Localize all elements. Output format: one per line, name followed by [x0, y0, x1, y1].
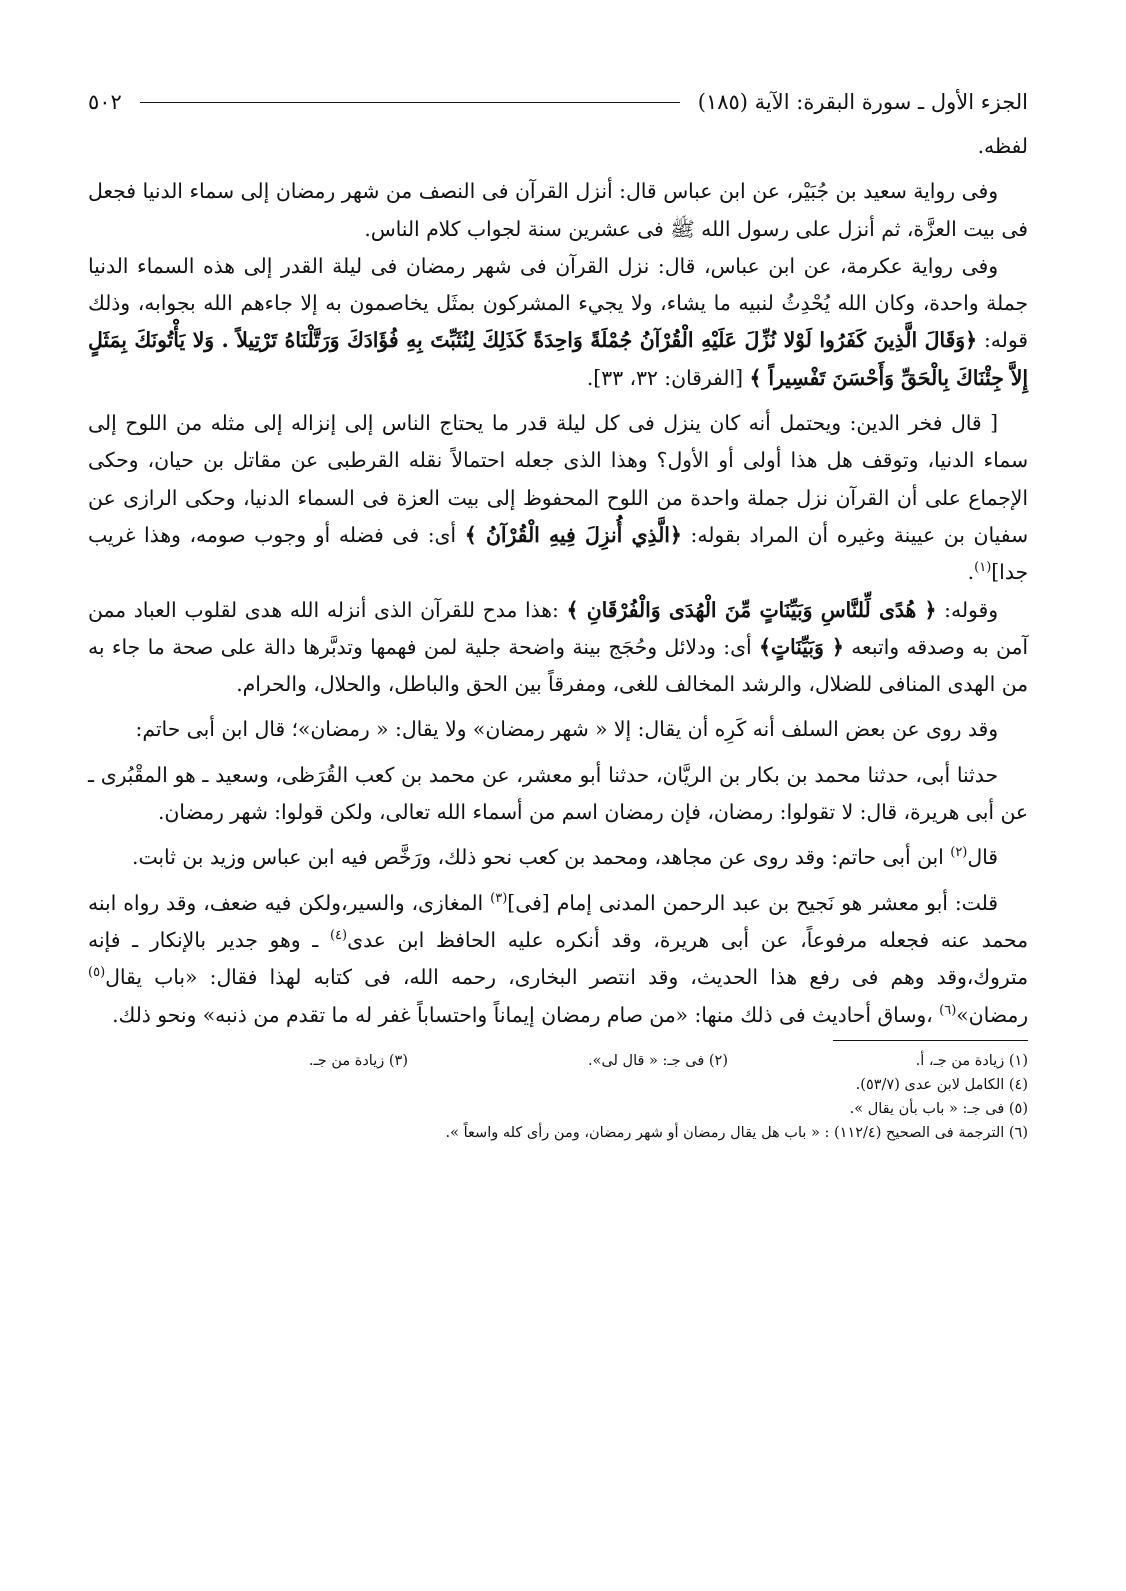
footnote-separator — [833, 1040, 1028, 1041]
quran-verse: ﴿وَقَالَ الَّذِينَ كَفَرُوا لَوْلا نُزِّلَ عَلَيْهِ الْقُرْآنُ جُمْلَةً وَاحِدَةً كَذَلِكَ لِنُثَبِّتَ بِهِ فُؤَادَكَ وَرَتَّلْنَاهُ تَرْتِيلاً . وَلا يَأْتُونَكَ بِمَثَلٍ إِلاَّ جِئْنَاكَ بِالْحَقِّ وَأَحْسَنَ تَفْسِيراً ﴾ — [88, 328, 1028, 390]
footnote-6: (٦) الترجمة فى الصحيح (١١٢/٤) : « باب هل يقال رمضان أو شهر رمضان، ومن رأى كله واسعاً ». — [445, 1124, 1028, 1141]
book-page — [88, 82, 1028, 1562]
header-rule — [140, 102, 680, 103]
running-title: الجزء الأول ـ سورة البقرة: الآية (١٨٥) — [697, 90, 1028, 114]
footnote-4: (٤) الكامل لابن عدى (٥٣/٧). — [855, 1076, 1028, 1093]
footnote-3: (٣) زيادة من جـ. — [308, 1052, 408, 1069]
quran-verse: ﴿ هُدًى لِّلنَّاسِ وَبَيِّنَاتٍ مِّنَ الْهُدَى وَالْفُرْقَانِ ﴾ — [566, 597, 937, 622]
running-header — [88, 82, 1028, 122]
quran-verse: ﴿ وَبَيِّنَاتٍ﴾ — [759, 634, 844, 659]
paragraph: قلت: أبو معشر هو نَجيح بن عبد الرحمن المدنى إمام [فى]$^{(٣)}$ المغازى، والسير،ولكن فيه ضعف، وقد رواه ابنه محمد عنه فجعله مرفوعاً، عن أبى هريرة، وقد أنكره عليه الحافظ ابن عدى$^{(٤)}$ ـ وهو جدير بالإنكار ـ فإنه متروك،وقد وهم فى رفع هذا الحديث، وقد انتصر البخارى، رحمه الله، فى كتابه لهذا فقال: «باب يقال$^{(٥)}$ رمضان»$^{(٦)}$ ،وساق أحاديث فى ذلك منها: «من صام رمضان إيماناً واحتساباً غفر له ما تقدم من ذنبه» ونحو ذلك. — [88, 890, 1028, 1027]
footnote-row — [88, 1049, 1028, 1073]
verse-reference: [الفرقان: ٣٢، ٣٣]. — [586, 365, 744, 390]
paragraph: قال$^{(٢)}$ ابن أبى حاتم: وقد روى عن مجاهد، ومحمد بن كعب نحو ذلك، ورَخَّص فيه ابن عباس وزيد بن ثابت. — [132, 845, 998, 870]
main-text — [88, 128, 1028, 1034]
paragraph: حدثنا أبى، حدثنا محمد بن بكار بن الريَّان، حدثنا أبو معشر، عن محمد بن كعب القُرَظى، وسعيد ـ هو المقْبُرى ـ عن أبى هريرة، قال: لا تقولوا: رمضان، فإن رمضان اسم من أسماء الله تعالى، ولكن قولوا: شهر رمضان. — [88, 762, 1028, 825]
footnote-5: (٥) فى جـ: « باب بأن يقال ». — [849, 1100, 1028, 1117]
footnote-row — [88, 1097, 1028, 1121]
paragraph: وقد روى عن بعض السلف أنه كَرِه أن يقال: إلا « شهر رمضان» ولا يقال: « رمضان»؛ قال ابن أبى حاتم: — [135, 717, 998, 742]
paragraph: [ قال فخر الدين: ويحتمل أنه كان ينزل فى كل ليلة قدر ما يحتاج الناس إلى إنزاله إلى مثله من اللوح إلى سماء الدنيا، وتوقف هل هذا أولى أو الأول؟ وهذا الذى جعله احتمالاً نقله القرطبى عن مقاتل بن حيان، وحكى الإجماع على أن القرآن نزل جملة واحدة من اللوح المحفوظ إلى بيت العزة فى السماء الدنيا، وحكى الرازى عن سفيان بن عيينة وغيره أن المراد بقوله: ﴿الَّذِي أُنزِلَ فِيهِ الْقُرْآنُ ﴾ أى: فى فضله أو وجوب صومه، وهذا غريب جدا]$^{(١)}$. — [88, 411, 1029, 585]
footnote-marker: (٣) — [490, 890, 508, 906]
paragraph: وفى رواية سعيد بن جُبَيْر، عن ابن عباس قال: أنزل القرآن فى النصف من شهر رمضان إلى سماء الدنيا فجعل فى بيت العزَّة، ثم أنزل على رسول الله ﷺ فى عشرين سنة لجواب كلام الناس. — [88, 179, 1028, 241]
footnote-2: (٢) فى جـ: « قال لى». — [587, 1052, 728, 1069]
footnote-1: (١) زيادة من جـ، أ. — [915, 1052, 1028, 1069]
paragraph: وقوله: ﴿ هُدًى لِّلنَّاسِ وَبَيِّنَاتٍ مِّنَ الْهُدَى وَالْفُرْقَانِ ﴾ :هذا مدح للقرآن الذى أنزله الله هدى لقلوب العباد ممن آمن به وصدقه واتبعه ﴿ وَبَيِّنَاتٍ﴾ أى: ودلائل وحُجَج بينة واضحة جلية لمن فهمها وتدبَّرها دالة على صحة ما جاء به من الهدى المنافى للضلال، والرشد المخالف للغى، ومفرقاً بين الحق والباطل، والحلال، والحرام. — [88, 597, 1028, 697]
footnotes — [88, 1049, 1028, 1145]
footnote-row — [88, 1073, 1028, 1097]
footnote-marker: (٦) — [939, 1002, 957, 1018]
paragraph: لفظه. — [977, 134, 1028, 158]
footnote-marker: (٤) — [329, 928, 348, 944]
page-number: ٥٠٢ — [88, 90, 122, 114]
footnote-marker: (٢) — [950, 845, 968, 861]
footnote-marker: (٥) — [88, 965, 106, 981]
footnote-marker: (١) — [974, 560, 992, 576]
quran-verse: ﴿الَّذِي أُنزِلَ فِيهِ الْقُرْآنُ ﴾ — [464, 522, 682, 547]
paragraph: وفى رواية عكرمة، عن ابن عباس، قال: نزل القرآن فى شهر رمضان فى ليلة القدر إلى هذه السماء الدنيا جملة واحدة، وكان الله يُحْدِثُ لنبيه ما يشاء، ولا يجيء المشركون بمثَل يخاصمون به إلا جاءهم الله بجوابه، وذلك قوله: ﴿وَقَالَ الَّذِينَ كَفَرُوا لَوْلا نُزِّلَ عَلَيْهِ الْقُرْآنُ جُمْلَةً وَاحِدَةً كَذَلِكَ لِنُثَبِّتَ بِهِ فُؤَادَكَ وَرَتَّلْنَاهُ تَرْتِيلاً . وَلا يَأْتُونَكَ بِمَثَلٍ إِلاَّ جِئْنَاكَ بِالْحَقِّ وَأَحْسَنَ تَفْسِيراً ﴾ [الفرقان: ٣٢، ٣٣]. — [88, 253, 1028, 390]
footnote-row — [88, 1121, 1028, 1145]
